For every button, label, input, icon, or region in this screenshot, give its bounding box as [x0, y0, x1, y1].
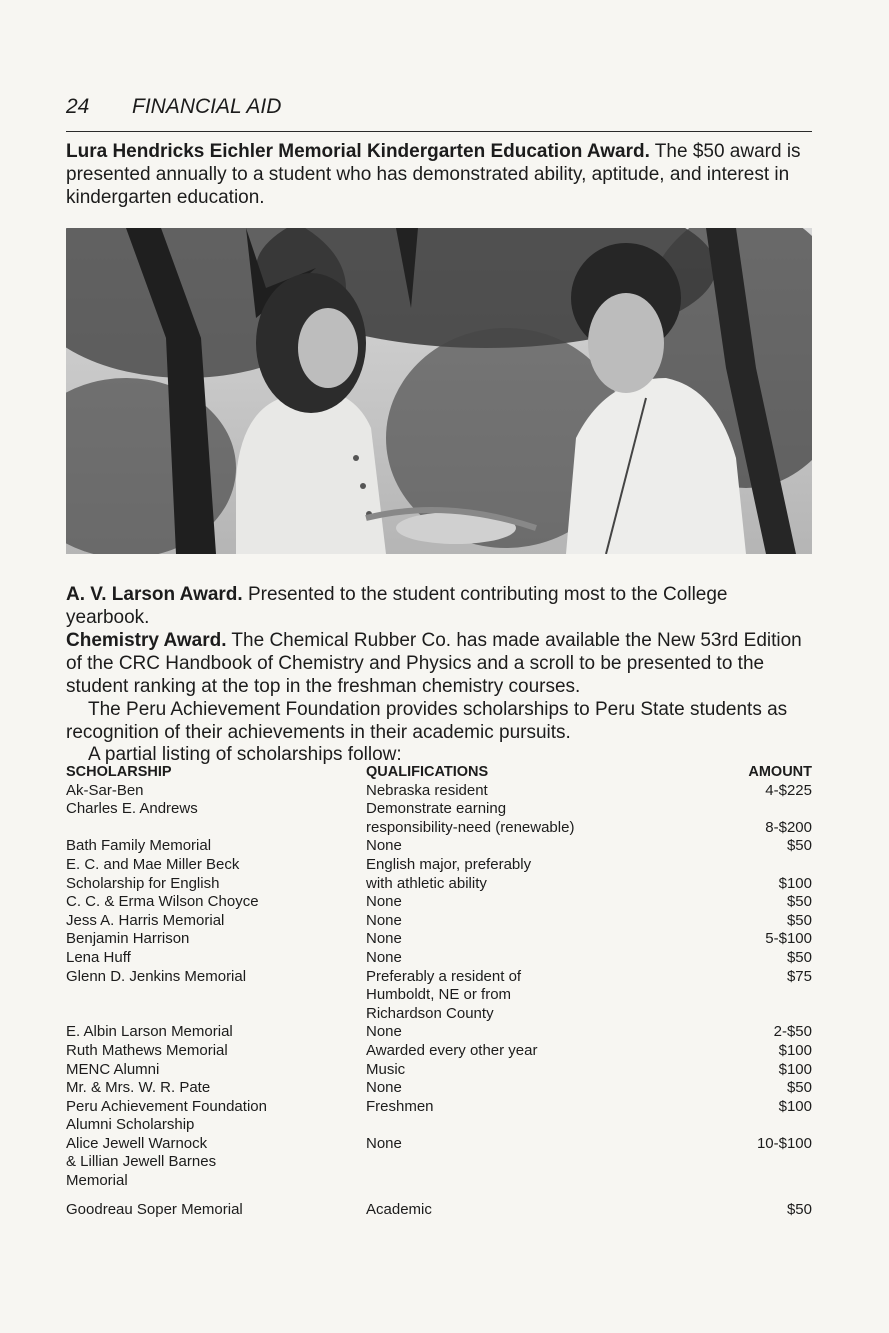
scholarship-name-cell [66, 782, 366, 801]
amount-cell [696, 893, 812, 912]
chemistry-award-title: Chemistry Award. [66, 630, 227, 651]
page-number: 24 [66, 95, 90, 118]
qualification-text: Music [366, 1060, 406, 1078]
qualification-text: Awarded every other year [366, 1041, 538, 1059]
qualification-text: None [366, 893, 402, 911]
table-row [66, 1201, 812, 1220]
header-qualifications: QUALIFICATIONS [366, 764, 489, 780]
amount-cell [696, 1098, 812, 1135]
eichler-award-title: Lura Hendricks Eichler Memorial Kindergarten Education Award. [66, 141, 650, 162]
scholarship-name-cell [66, 856, 366, 893]
scholarship-name: Jess A. Harris Memorial [66, 911, 225, 929]
scholarship-name-cell [66, 1079, 366, 1098]
table-row [66, 1042, 812, 1061]
qualification-text: English major, preferably [366, 855, 532, 873]
amount-cell [696, 912, 812, 931]
amount-value: $50 [786, 1200, 812, 1218]
scholarship-name: MENC Alumni [66, 1060, 160, 1078]
qualification-text: None [366, 948, 402, 966]
table-row [66, 949, 812, 968]
amount-cell [696, 968, 812, 1024]
qualification-text: responsibility-need (renewable) [366, 818, 575, 836]
amount-value: $50 [786, 893, 812, 911]
qualifications-cell [366, 1201, 696, 1220]
scholarship-table [66, 763, 812, 1219]
scholarship-name: Mr. & Mrs. W. R. Pate [66, 1079, 211, 1097]
scholarship-name: Ruth Mathews Memorial [66, 1041, 228, 1059]
qualification-text: None [366, 911, 402, 929]
eichler-award-text: The $50 award is presented annually to a student who has demonstrated ability, aptitude, and interest in kindergarten education. [66, 141, 801, 208]
qualification-text: with athletic ability [366, 874, 487, 892]
scholarship-name: Alice Jewell Warnock [66, 1134, 208, 1152]
qualifications-cell [366, 1042, 696, 1061]
amount-cell [696, 949, 812, 968]
scholarship-name: Glenn D. Jenkins Memorial [66, 967, 247, 985]
amount-cell [696, 1023, 812, 1042]
scholarship-name-cell [66, 837, 366, 856]
qualification-text: None [366, 930, 402, 948]
chemistry-award-paragraph [66, 629, 812, 698]
amount-value: $50 [786, 1079, 812, 1097]
amount-value: 4-$225 [765, 781, 812, 799]
qualifications-cell [366, 893, 696, 912]
scholarship-name-cell [66, 930, 366, 949]
scholarship-name-cell [66, 800, 366, 837]
amount-value: 8-$200 [765, 818, 812, 836]
amount-cell [696, 856, 812, 893]
qualifications-cell [366, 1079, 696, 1098]
scholarship-name-cell [66, 1042, 366, 1061]
amount-cell [696, 930, 812, 949]
scholarship-name: Benjamin Harrison [66, 930, 190, 948]
table-row [66, 856, 812, 893]
table-row [66, 893, 812, 912]
amount-cell [696, 837, 812, 856]
scholarship-name: Alumni Scholarship [66, 1116, 195, 1134]
scholarship-name-cell [66, 1135, 366, 1191]
scholarship-name-cell [66, 912, 366, 931]
eichler-award-paragraph [66, 140, 812, 209]
amount-cell [696, 1135, 812, 1191]
qualifications-cell [366, 782, 696, 801]
qualifications-cell [366, 1023, 696, 1042]
qualifications-cell [366, 968, 696, 1024]
scholarship-name-cell [66, 1098, 366, 1135]
scholarship-name: Scholarship for English [66, 874, 220, 892]
scholarship-name: Peru Achievement Foundation [66, 1097, 267, 1115]
amount-value: $100 [778, 874, 812, 892]
scholarship-name-cell [66, 1023, 366, 1042]
table-row [66, 1135, 812, 1191]
table-row [66, 912, 812, 931]
amount-value: 10-$100 [756, 1134, 812, 1152]
scholarship-name: Goodreau Soper Memorial [66, 1200, 243, 1218]
scholarship-name: E. Albin Larson Memorial [66, 1023, 233, 1041]
amount-cell [696, 1079, 812, 1098]
scholarship-name-cell [66, 968, 366, 1024]
peru-foundation-paragraph: The Peru Achievement Foundation provides scholarships to Peru State students as recognition of their achievements in their academic pursuits. [66, 699, 788, 743]
qualifications-cell [366, 800, 696, 837]
scholarship-listing-intro: A partial listing of scholarships follow: [88, 744, 402, 765]
amount-cell [696, 1061, 812, 1080]
table-row [66, 968, 812, 1024]
scholarship-name: Charles E. Andrews [66, 800, 198, 818]
qualification-text: Demonstrate earning [366, 800, 507, 818]
qualification-text: None [366, 1079, 402, 1097]
qualifications-cell [366, 1098, 696, 1135]
amount-value: $100 [778, 1041, 812, 1059]
qualifications-cell [366, 949, 696, 968]
amount-cell [696, 800, 812, 837]
scholarship-name: Ak-Sar-Ben [66, 781, 144, 799]
header-rule [66, 131, 812, 132]
header-scholarship: SCHOLARSHIP [66, 764, 172, 780]
scholarship-name: Lena Huff [66, 948, 131, 966]
qualifications-cell [366, 837, 696, 856]
qualification-text: Academic [366, 1200, 432, 1218]
qualifications-cell [366, 856, 696, 893]
amount-value: $100 [778, 1060, 812, 1078]
amount-cell [696, 1042, 812, 1061]
table-row [66, 782, 812, 801]
scholarship-name: Memorial [66, 1172, 128, 1190]
table-row [66, 800, 812, 837]
qualifications-cell [366, 930, 696, 949]
amount-cell [696, 1201, 812, 1220]
qualification-text: None [366, 837, 402, 855]
amount-cell [696, 782, 812, 801]
table-row [66, 1098, 812, 1135]
table-row [66, 1061, 812, 1080]
section-title: FINANCIAL AID [132, 95, 282, 118]
qualification-text: Nebraska resident [366, 781, 488, 799]
qualification-text: Richardson County [366, 1004, 494, 1022]
table-row [66, 837, 812, 856]
qualifications-cell [366, 1061, 696, 1080]
scholarship-name: & Lillian Jewell Barnes [66, 1153, 217, 1171]
amount-value: 5-$100 [765, 930, 812, 948]
scholarship-name: Bath Family Memorial [66, 837, 212, 855]
qualifications-cell [366, 912, 696, 931]
qualification-text: Preferably a resident of [366, 967, 522, 985]
scholarship-name: E. C. and Mae Miller Beck [66, 855, 240, 873]
amount-value: 2-$50 [773, 1023, 812, 1041]
scholarship-name-cell [66, 1201, 366, 1220]
qualification-text: None [366, 1134, 402, 1152]
table-row [66, 930, 812, 949]
scholarship-name-cell [66, 1061, 366, 1080]
page-header [66, 95, 812, 119]
amount-value: $50 [786, 948, 812, 966]
table-body [66, 782, 812, 1220]
amount-value: $75 [786, 967, 812, 985]
qualification-text: None [366, 1023, 402, 1041]
table-row [66, 1079, 812, 1098]
larson-award-text: Presented to the student contributing most to the College yearbook. [66, 584, 728, 628]
larson-award-paragraph [66, 583, 812, 629]
chemistry-award-text: The Chemical Rubber Co. has made available the New 53rd Edition of the CRC Handbook of Chemistry and Physics and a scroll to be presented to the student ranking at the top in the freshman chemistry courses. [66, 630, 802, 697]
header-amount: AMOUNT [748, 764, 812, 780]
scholarship-name: C. C. & Erma Wilson Choyce [66, 893, 259, 911]
amount-value: $50 [786, 911, 812, 929]
table-header-row [66, 763, 812, 782]
larson-award-title: A. V. Larson Award. [66, 584, 243, 605]
table-row [66, 1023, 812, 1042]
qualifications-cell [366, 1135, 696, 1191]
amount-value: $50 [786, 837, 812, 855]
scholarship-name-cell [66, 949, 366, 968]
award-photo [66, 228, 812, 554]
amount-value: $100 [778, 1097, 812, 1115]
qualification-text: Humboldt, NE or from [366, 986, 512, 1004]
scholarship-name-cell [66, 893, 366, 912]
award-photo-illustration [66, 228, 812, 554]
qualification-text: Freshmen [366, 1097, 434, 1115]
